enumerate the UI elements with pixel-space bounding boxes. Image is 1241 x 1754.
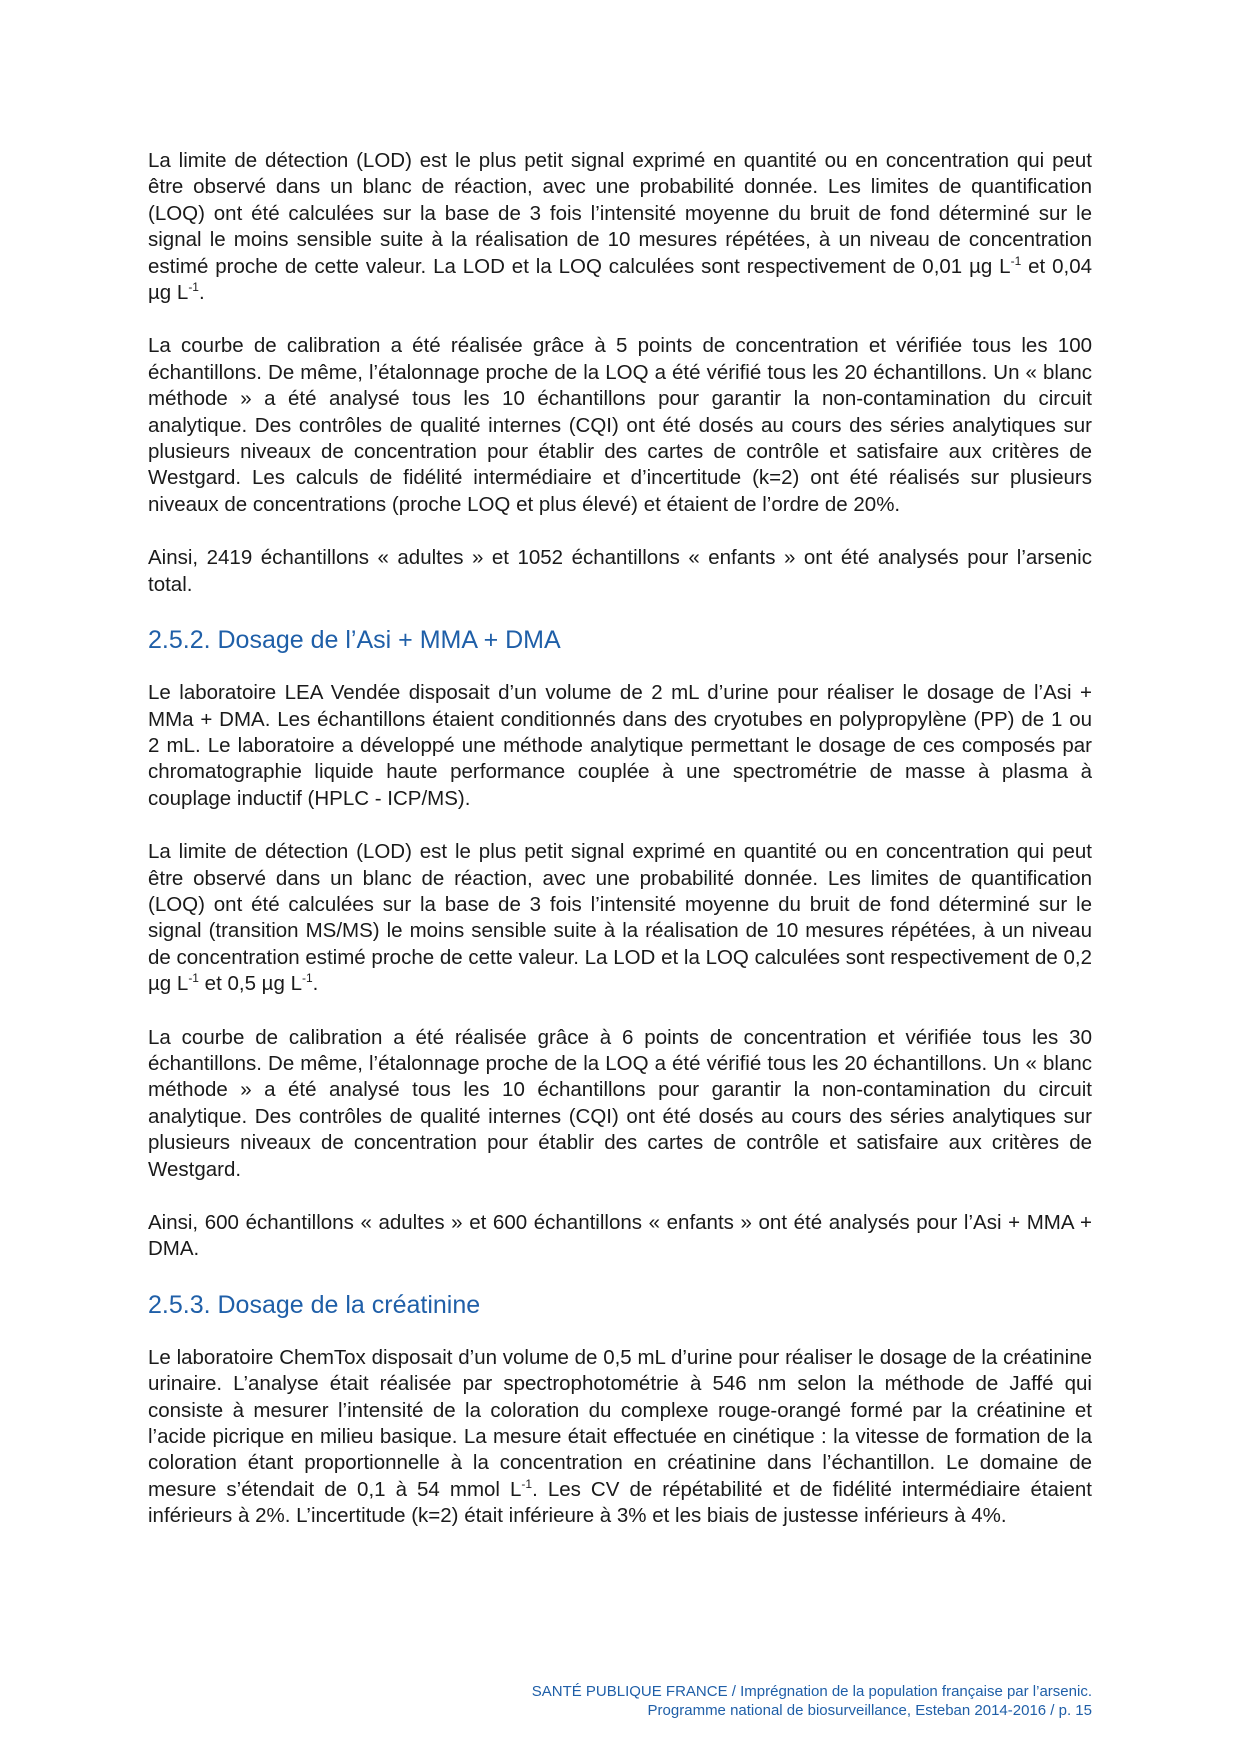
- superscript: -1: [188, 280, 199, 295]
- superscript: -1: [301, 971, 313, 986]
- paragraph-samples-asi: Ainsi, 600 échantillons « adultes » et 600 échantillons « enfants » ont été analysés pour l’Asi + MMA + DMA.: [148, 1211, 1092, 1261]
- superscript: -1: [1010, 253, 1022, 268]
- page-footer: [532, 1683, 1092, 1720]
- paragraph-text: Le laboratoire ChemTox disposait d’un volume de 0,5 mL d’urine pour réaliser le dosage de la créatinine urinaire. L’analyse était réalisée par spectrophotométrie à 546 nm selon la méthode de Jaffé qui consiste à mesurer l’intensité de la coloration du complexe rouge-orangé formé par la créatinine et l’acide picrique en milieu basique. La mesure était effectuée en cinétique : la vitesse de formation de la coloration étant proportionnelle à la concentration en créatinine dans l’échantillon. Le domaine de mesure s’étendait de 0,1 à 54 mmol L: [148, 1345, 1092, 1501]
- superscript: -1: [188, 971, 199, 986]
- paragraph-text: .: [312, 972, 319, 996]
- page-body: [148, 148, 1092, 1530]
- paragraph-text: .: [198, 281, 205, 305]
- paragraph-text: . Les CV de répétabilité et de fidélité intermédiaire étaient inférieurs à 2%. L’incertitude (k=2) était inférieure à 3% et les biais de justesse inférieurs à 4%.: [148, 1477, 1092, 1528]
- footer-line-publisher: SANTÉ PUBLIQUE FRANCE / Imprégnation de la population française par l’arsenic.: [531, 1683, 1092, 1700]
- section-heading-creatinine: 2.5.3. Dosage de la créatinine: [148, 1290, 481, 1319]
- section-heading-asi-mma-dma: 2.5.2. Dosage de l’Asi + MMA + DMA: [148, 626, 561, 655]
- paragraph-text: La limite de détection (LOD) est le plus petit signal exprimé en quantité ou en concentration qui peut être observé dans un blanc de réaction, avec une probabilité donnée. Les limites de quantification (LOQ) ont été calculées sur la base de 3 fois l’intensité moyenne du bruit de fond déterminé sur le signal (transition MS/MS) le moins sensible suite à la réalisation de 10 mesures répétées, à un niveau de concentration estimé proche de cette valeur. La LOD et la LOQ calculées sont respectivement de 0,2 µg L: [148, 840, 1092, 996]
- paragraph-text: La limite de détection (LOD) est le plus petit signal exprimé en quantité ou en concentration qui peut être observé dans un blanc de réaction, avec une probabilité donnée. Les limites de quantification (LOQ) ont été calculées sur la base de 3 fois l’intensité moyenne du bruit de fond déterminé sur le signal le moins sensible suite à la réalisation de 10 mesures répétées, à un niveau de concentration estimé proche de cette valeur. La LOD et la LOQ calculées sont respectivement de 0,01 µg L: [148, 149, 1092, 278]
- footer-line-program: Programme national de biosurveillance, Esteban 2014-2016 / p. 15: [647, 1701, 1092, 1719]
- paragraph-text: et 0,5 µg L: [198, 972, 302, 996]
- paragraph-lab-lea-vendee: Le laboratoire LEA Vendée disposait d’un volume de 2 mL d’urine pour réaliser le dosage de l’Asi + MMa + DMA. Les échantillons étaient conditionnés dans des cryotubes en polypropylène (PP) de 1 ou 2 mL. Le laboratoire a développé une méthode analytique permettant le dosage de ces composés par chromatographie liquide haute performance couplée à une spectrométrie de masse à plasma à couplage inductif (HPLC - ICP/MS).: [148, 681, 1092, 810]
- superscript: -1: [521, 1476, 533, 1491]
- paragraph-calibration-asi: La courbe de calibration a été réalisée grâce à 6 points de concentration et vérifiée tous les 30 échantillons. De même, l’étalonnage proche de la LOQ a été vérifié tous les 20 échantillons. Un « blanc méthode » a été analysé tous les 10 échantillons pour garantir la non-contamination du circuit analytique. Des contrôles de qualité internes (CQI) ont été dosés au cours des séries analytiques sur plusieurs niveaux de concentration pour établir des cartes de contrôle et satisfaire aux critères de Westgard.: [148, 1025, 1092, 1181]
- paragraph-text: et 0,04 µg L: [148, 254, 1092, 305]
- paragraph-lod-arsenic-total: [148, 148, 1092, 306]
- paragraph-samples-arsenic-total: Ainsi, 2419 échantillons « adultes » et 1052 échantillons « enfants » ont été analysés pour l’arsenic total.: [148, 546, 1092, 596]
- paragraph-calibration-arsenic-total: La courbe de calibration a été réalisée grâce à 5 points de concentration et vérifiée tous les 100 échantillons. De même, l’étalonnage proche de la LOQ a été vérifié tous les 20 échantillons. Un « blanc méthode » a été analysé tous les 10 échantillons pour garantir la non-contamination du circuit analytique. Des contrôles de qualité internes (CQI) ont été dosés au cours des séries analytiques sur plusieurs niveaux de concentration pour établir des cartes de contrôle et satisfaire aux critères de Westgard. Les calculs de fidélité intermédiaire et d’incertitude (k=2) ont été réalisés sur plusieurs niveaux de concentrations (proche LOQ et plus élevé) et étaient de l’ordre de 20%.: [148, 334, 1092, 516]
- paragraph-lod-asi: [148, 839, 1092, 997]
- paragraph-creatinine: [148, 1345, 1092, 1530]
